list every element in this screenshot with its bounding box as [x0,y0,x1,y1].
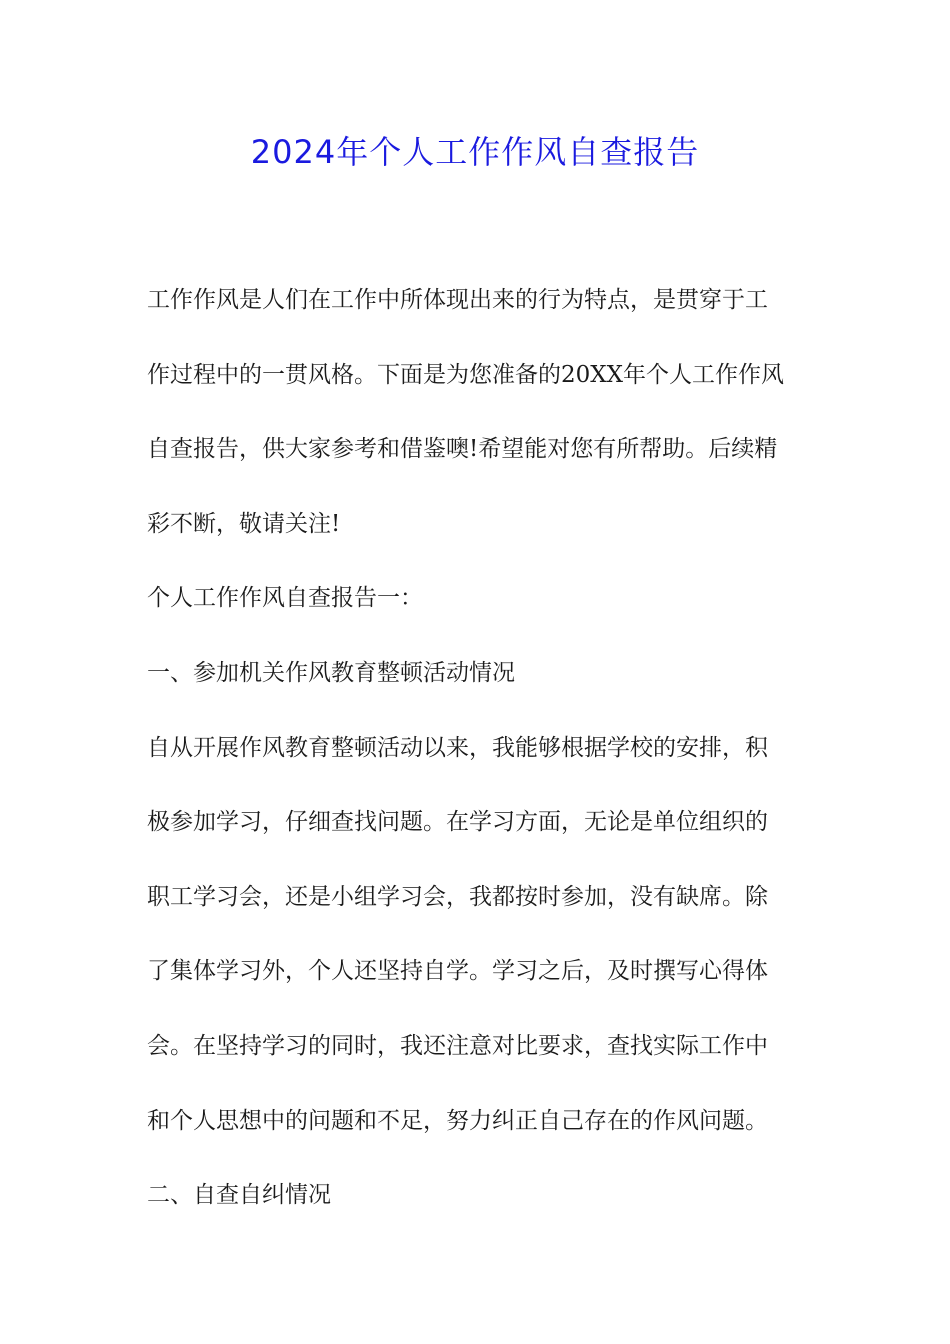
text-line: 二、自查自纠情况 [147,1182,331,1209]
text-line: 作过程中的一贯风格。下面是为您准备的20XX年个人工作作风 [147,361,785,388]
text-line: 自从开展作风教育整顿活动以来，我能够根据学校的安排，积 [147,734,768,761]
document-body [147,263,807,1233]
intro-paragraph [147,263,807,561]
text-line: 会。在坚持学习的同时，我还注意对比要求，查找实际工作中 [147,1032,768,1059]
text-line: 自查报告，供大家参考和借鉴噢!希望能对您有所帮助。后续精 [147,436,778,463]
text-line: 职工学习会，还是小组学习会，我都按时参加，没有缺席。除 [147,883,768,910]
text-line: 工作作风是人们在工作中所体现出来的行为特点，是贯穿于工 [147,287,768,313]
text-line: 个人工作作风自查报告一： [147,585,423,612]
report-one-heading [147,561,807,636]
section-two-heading [147,1158,807,1233]
text-line: 了集体学习外，个人还坚持自学。学习之后，及时撰写心得体 [147,958,768,985]
section-one-paragraph [147,711,807,1159]
text-line: 一、参加机关作风教育整顿活动情况 [147,659,515,686]
section-one-heading [147,636,807,711]
text-line: 和个人思想中的问题和不足，努力纠正自己存在的作风问题。 [147,1107,768,1134]
text-line: 彩不断，敬请关注! [147,510,341,537]
text-line: 极参加学习，仔细查找问题。在学习方面，无论是单位组织的 [147,809,768,836]
document-title: 2024年个人工作作风自查报告 [250,133,700,171]
